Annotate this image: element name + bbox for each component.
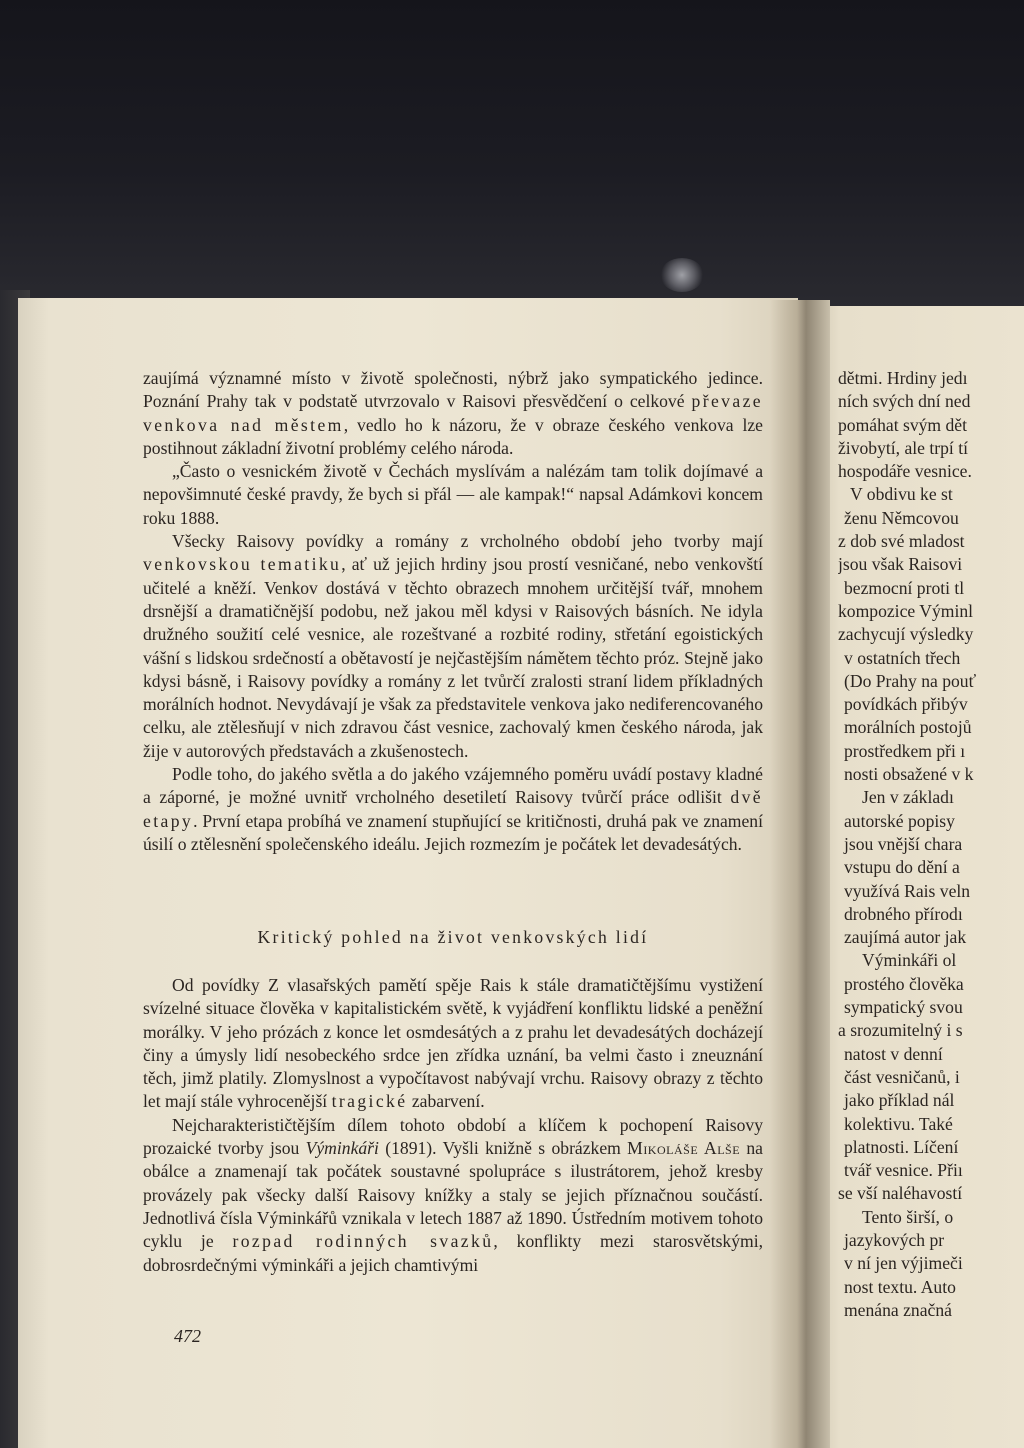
text-run: Všecky Raisovy povídky a romány z vrcholného období jeho tvorby mají	[172, 531, 763, 552]
paragraph	[143, 530, 763, 763]
right-page-line: jsou vnější chara	[844, 833, 963, 854]
text-run: , konflikty mezi starosvětskými, dobrosrdečnými výminkáři a jejich chamtivými	[143, 1231, 763, 1275]
text-run: , vedlo ho k názoru, že v obraze českého venkova lze postihnout základní životní problémy celého národa.	[143, 414, 763, 458]
right-page-line: morálních postojů	[844, 717, 972, 738]
section-heading: Kritický pohled na život venkovských lidí	[257, 927, 649, 947]
right-page-text	[838, 367, 1024, 1322]
spaced-emphasis: venkovskou tematiku	[143, 554, 342, 575]
right-page-line: autorské popisy	[844, 810, 955, 831]
right-page-line: kolektivu. Také	[844, 1113, 953, 1134]
right-page-line: menána značná	[844, 1299, 952, 1320]
right-page-line: platnosti. Líčení	[844, 1136, 959, 1157]
right-page-line: ženu Němcovou	[844, 507, 959, 528]
page-number: 472	[174, 1326, 201, 1346]
left-page-body-2	[143, 974, 763, 1277]
right-page-line: povídkách přibýv	[844, 694, 968, 715]
right-page-line: z dob své mladost	[838, 531, 965, 552]
right-page-line: vstupu do dění a	[844, 857, 960, 878]
right-page-line: Tento širší, o	[862, 1206, 954, 1227]
italic-title: Výminkáři	[305, 1138, 379, 1159]
right-page-line: v ní jen výjimeči	[844, 1253, 963, 1274]
left-page-body	[143, 367, 763, 856]
right-page-line: natost v denní	[844, 1043, 943, 1064]
book-spine	[770, 300, 830, 1448]
right-page-line: V obdivu ke st	[850, 484, 953, 505]
spaced-emphasis: tragické	[331, 1091, 408, 1112]
paragraph	[143, 1114, 763, 1277]
text-run: na obálce a znamenají tak počátek soustavné spolupráce s ilustrátorem, jehož kresby provázely pak všecky další Raisovy knížky a staly se jejich příznačnou součástí. Jednotlivá čísla Výminkářů vznikala v letech 1887 až 1890. Ústředním motivem tohoto cyklu je	[143, 1138, 763, 1252]
right-page-line: se vší naléhavostí	[838, 1183, 963, 1204]
right-page-line: drobného přírodı	[844, 903, 963, 924]
right-page-line: jazykových pr	[844, 1229, 945, 1250]
paragraph	[143, 460, 763, 530]
text-run: Podle toho, do jakého světla a do jakého vzájemného poměru uvádí postavy kladné a záporné, je možné uvnitř vrcholného desetiletí Raisovy tvůrčí práce odlišit	[143, 764, 763, 808]
text-run: „Často o vesnickém životě v Čechách myslívám a nalézám tam tolik dojímavé a nepovšimnuté české pravdy, že bych si přál — ale kampak!“ napsal Adámkovi koncem roku 1888.	[143, 461, 763, 528]
right-page-line: prostředkem při ı	[844, 740, 966, 761]
right-page-line: (Do Prahy na pouť	[844, 670, 977, 691]
text-run: (1891). Vyšli knižně s obrázkem	[378, 1138, 628, 1159]
right-page-line: zachycují výsledky	[838, 624, 974, 645]
right-page-line: nost textu. Auto	[844, 1276, 956, 1297]
text-run: Nejcharakterističtějším dílem tohoto období a klíčem k pochopení Raisovy prozaické tvorby jsou	[143, 1114, 763, 1159]
paragraph	[143, 367, 763, 460]
dark-background	[0, 0, 1024, 310]
spaced-emphasis: převaze venkova nad městem	[143, 391, 763, 435]
right-page-line: jako příklad nál	[844, 1090, 955, 1111]
text-run: , ať už jejich hrdiny jsou prostí vesničané, nebo venkovští učitelé a kněží. Venkov dostává v těchto obrazech mnohem určitější tvář, mnohem drsnější a dramatičnější podobu, než jakou měl kdysi v Raisových básních. Ne idyla družného soužití celé vesnice, ale rozeštvané a rozbité rodiny, střetání egoistických vášní s lidskou srdečností a obětavostí je nejčastějším námětem těchto próz. Stejně jako kdysi básně, i Raisovy povídky a romány z let tvůrčí zralosti straní lidem příkladných morálních hodnot. Nevydávají je však za představitele venkova jako nediferencovaného celku, ale ztělesňují v nich zdravou část vesnice, zachovalý kmen českého národa, jak žije v autorových představách a zkušenostech.	[143, 554, 763, 761]
text-run: . První etapa probíhá ve znamení stupňující se kritičnosti, druhá pak ve znamení úsilí o ztělesnění společenského ideálu. Jejich rozmezím je počátek let devadesátých.	[143, 810, 763, 854]
right-page-line: ních svých dní ned	[838, 391, 971, 412]
right-page-line: prostého člověka	[844, 973, 964, 994]
text-run: zabarvení.	[407, 1091, 485, 1112]
right-page-line: kompozice Výminl	[838, 600, 974, 621]
paragraph	[143, 974, 763, 1114]
right-page-line: bezmocní proti tl	[844, 577, 965, 598]
small-caps-name: Mikoláše Alše	[627, 1138, 741, 1159]
right-page-line: Výminkáři ol	[862, 950, 957, 971]
right-page-line: sympatický svou	[844, 997, 963, 1018]
right-page-line: hospodáře vesnice.	[838, 461, 972, 482]
right-page-line: Jen v základı	[862, 787, 954, 808]
spaced-emphasis: rozpad rodinných svazků	[232, 1231, 494, 1252]
light-glare	[660, 258, 704, 292]
right-page-line: živobytí, ale trpí tí	[838, 437, 968, 458]
text-run: Od povídky Z vlasařských pamětí spěje Rais k stále dramatičtějšímu vystižení svízelné situace člověka v kapitalistickém světě, k vyjádření konfliktu lidské a peněžní morálky. V jeho prózách z konce let osmdesátých a z prahu let devadesátých docházejí činy a úmysly lidí nesobeckého srdce jen zřídka uznání, ba velmi často i zneuznání těch, jimž platily. Zlomyslnost a vypočítavost nabývají vrchu. Raisovy obrazy z těchto let mají stále vyhrocenější	[143, 975, 763, 1112]
right-page-line: jsou však Raisovi	[838, 554, 963, 575]
right-page-line: pomáhat svým dět	[838, 414, 967, 435]
right-page-line: a srozumitelný i s	[838, 1020, 963, 1041]
right-page-line: využívá Rais veln	[844, 880, 971, 901]
paragraph	[143, 763, 763, 856]
right-page-line: tvář vesnice. Přiı	[844, 1160, 963, 1181]
text-run: zaujímá významné místo v životě společnosti, nýbrž jako sympatického jedince. Poznání Prahy tak v podstatě utvrzovalo v Raisovi přesvědčení o celkové	[143, 368, 763, 412]
right-page-line: dětmi. Hrdiny jedı	[838, 368, 968, 388]
right-page-line: nosti obsažené v k	[844, 764, 974, 785]
right-page-line: zaujímá autor jak	[844, 927, 967, 948]
right-page-line: v ostatních třech	[844, 647, 961, 668]
spaced-emphasis: dvě etapy	[143, 787, 763, 831]
right-page-line: část vesničanů, i	[844, 1066, 960, 1087]
